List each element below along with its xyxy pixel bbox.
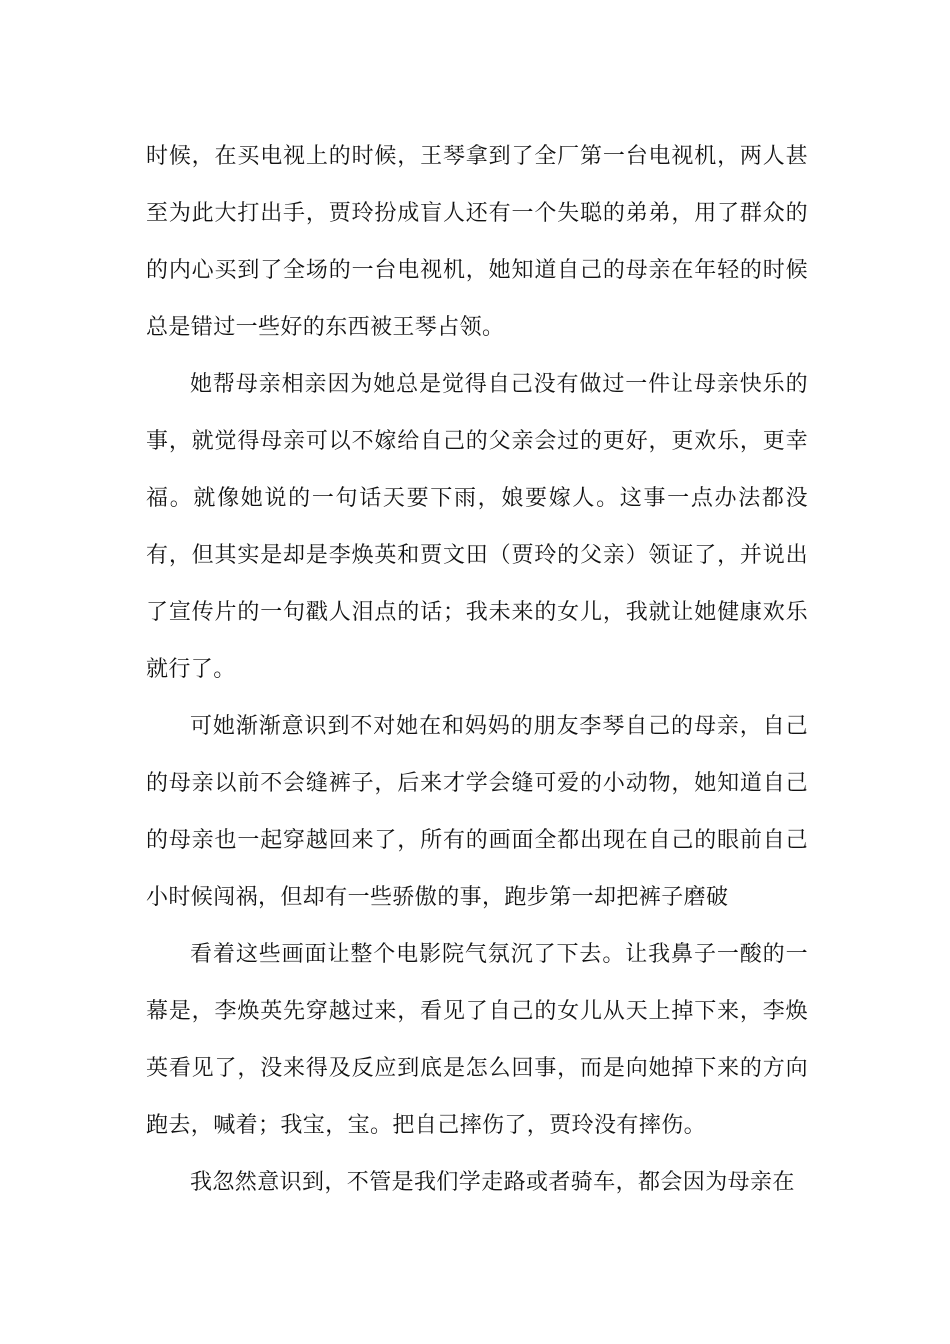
paragraph-3: 可她渐渐意识到不对她在和妈妈的朋友李琴自己的母亲，自己的母亲以前不会缝裤子，后来才学会缝可爱的小动物，她知道自己的母亲也一起穿越回来了，所有的画面全都出现在自己的眼前自己小时候闯祸，但却有一些骄傲的事，跑步第一却把裤子磨破	[146, 714, 808, 910]
paragraph-2: 她帮母亲相亲因为她总是觉得自己没有做过一件让母亲快乐的事，就觉得母亲可以不嫁给自己的父亲会过的更好，更欢乐，更幸福。就像她说的一句话天要下雨，娘要嫁人。这事一点办法都没有，但其实是却是李焕英和贾文田（贾玲的父亲）领证了，并说出了宣传片的一句戳人泪点的话；我未来的女儿，我就让她健康欢乐就行了。	[146, 372, 808, 682]
paragraph-1: 时候，在买电视上的时候，王琴拿到了全厂第一台电视机，两人甚至为此大打出手，贾玲扮成盲人还有一个失聪的弟弟，用了群众的的内心买到了全场的一台电视机，她知道自己的母亲在年轻的时候总是错过一些好的东西被王琴占领。	[146, 144, 808, 340]
paragraph-5: 我忽然意识到，不管是我们学走路或者骑车，都会因为母亲在	[190, 1170, 795, 1195]
document-body	[146, 128, 808, 1211]
paragraph-4: 看着这些画面让整个电影院气氛沉了下去。让我鼻子一酸的一幕是，李焕英先穿越过来，看见了自己的女儿从天上掉下来，李焕英看见了，没来得及反应到底是怎么回事，而是向她掉下来的方向跑去，喊着；我宝，宝。把自己摔伤了，贾玲没有摔伤。	[146, 942, 808, 1138]
